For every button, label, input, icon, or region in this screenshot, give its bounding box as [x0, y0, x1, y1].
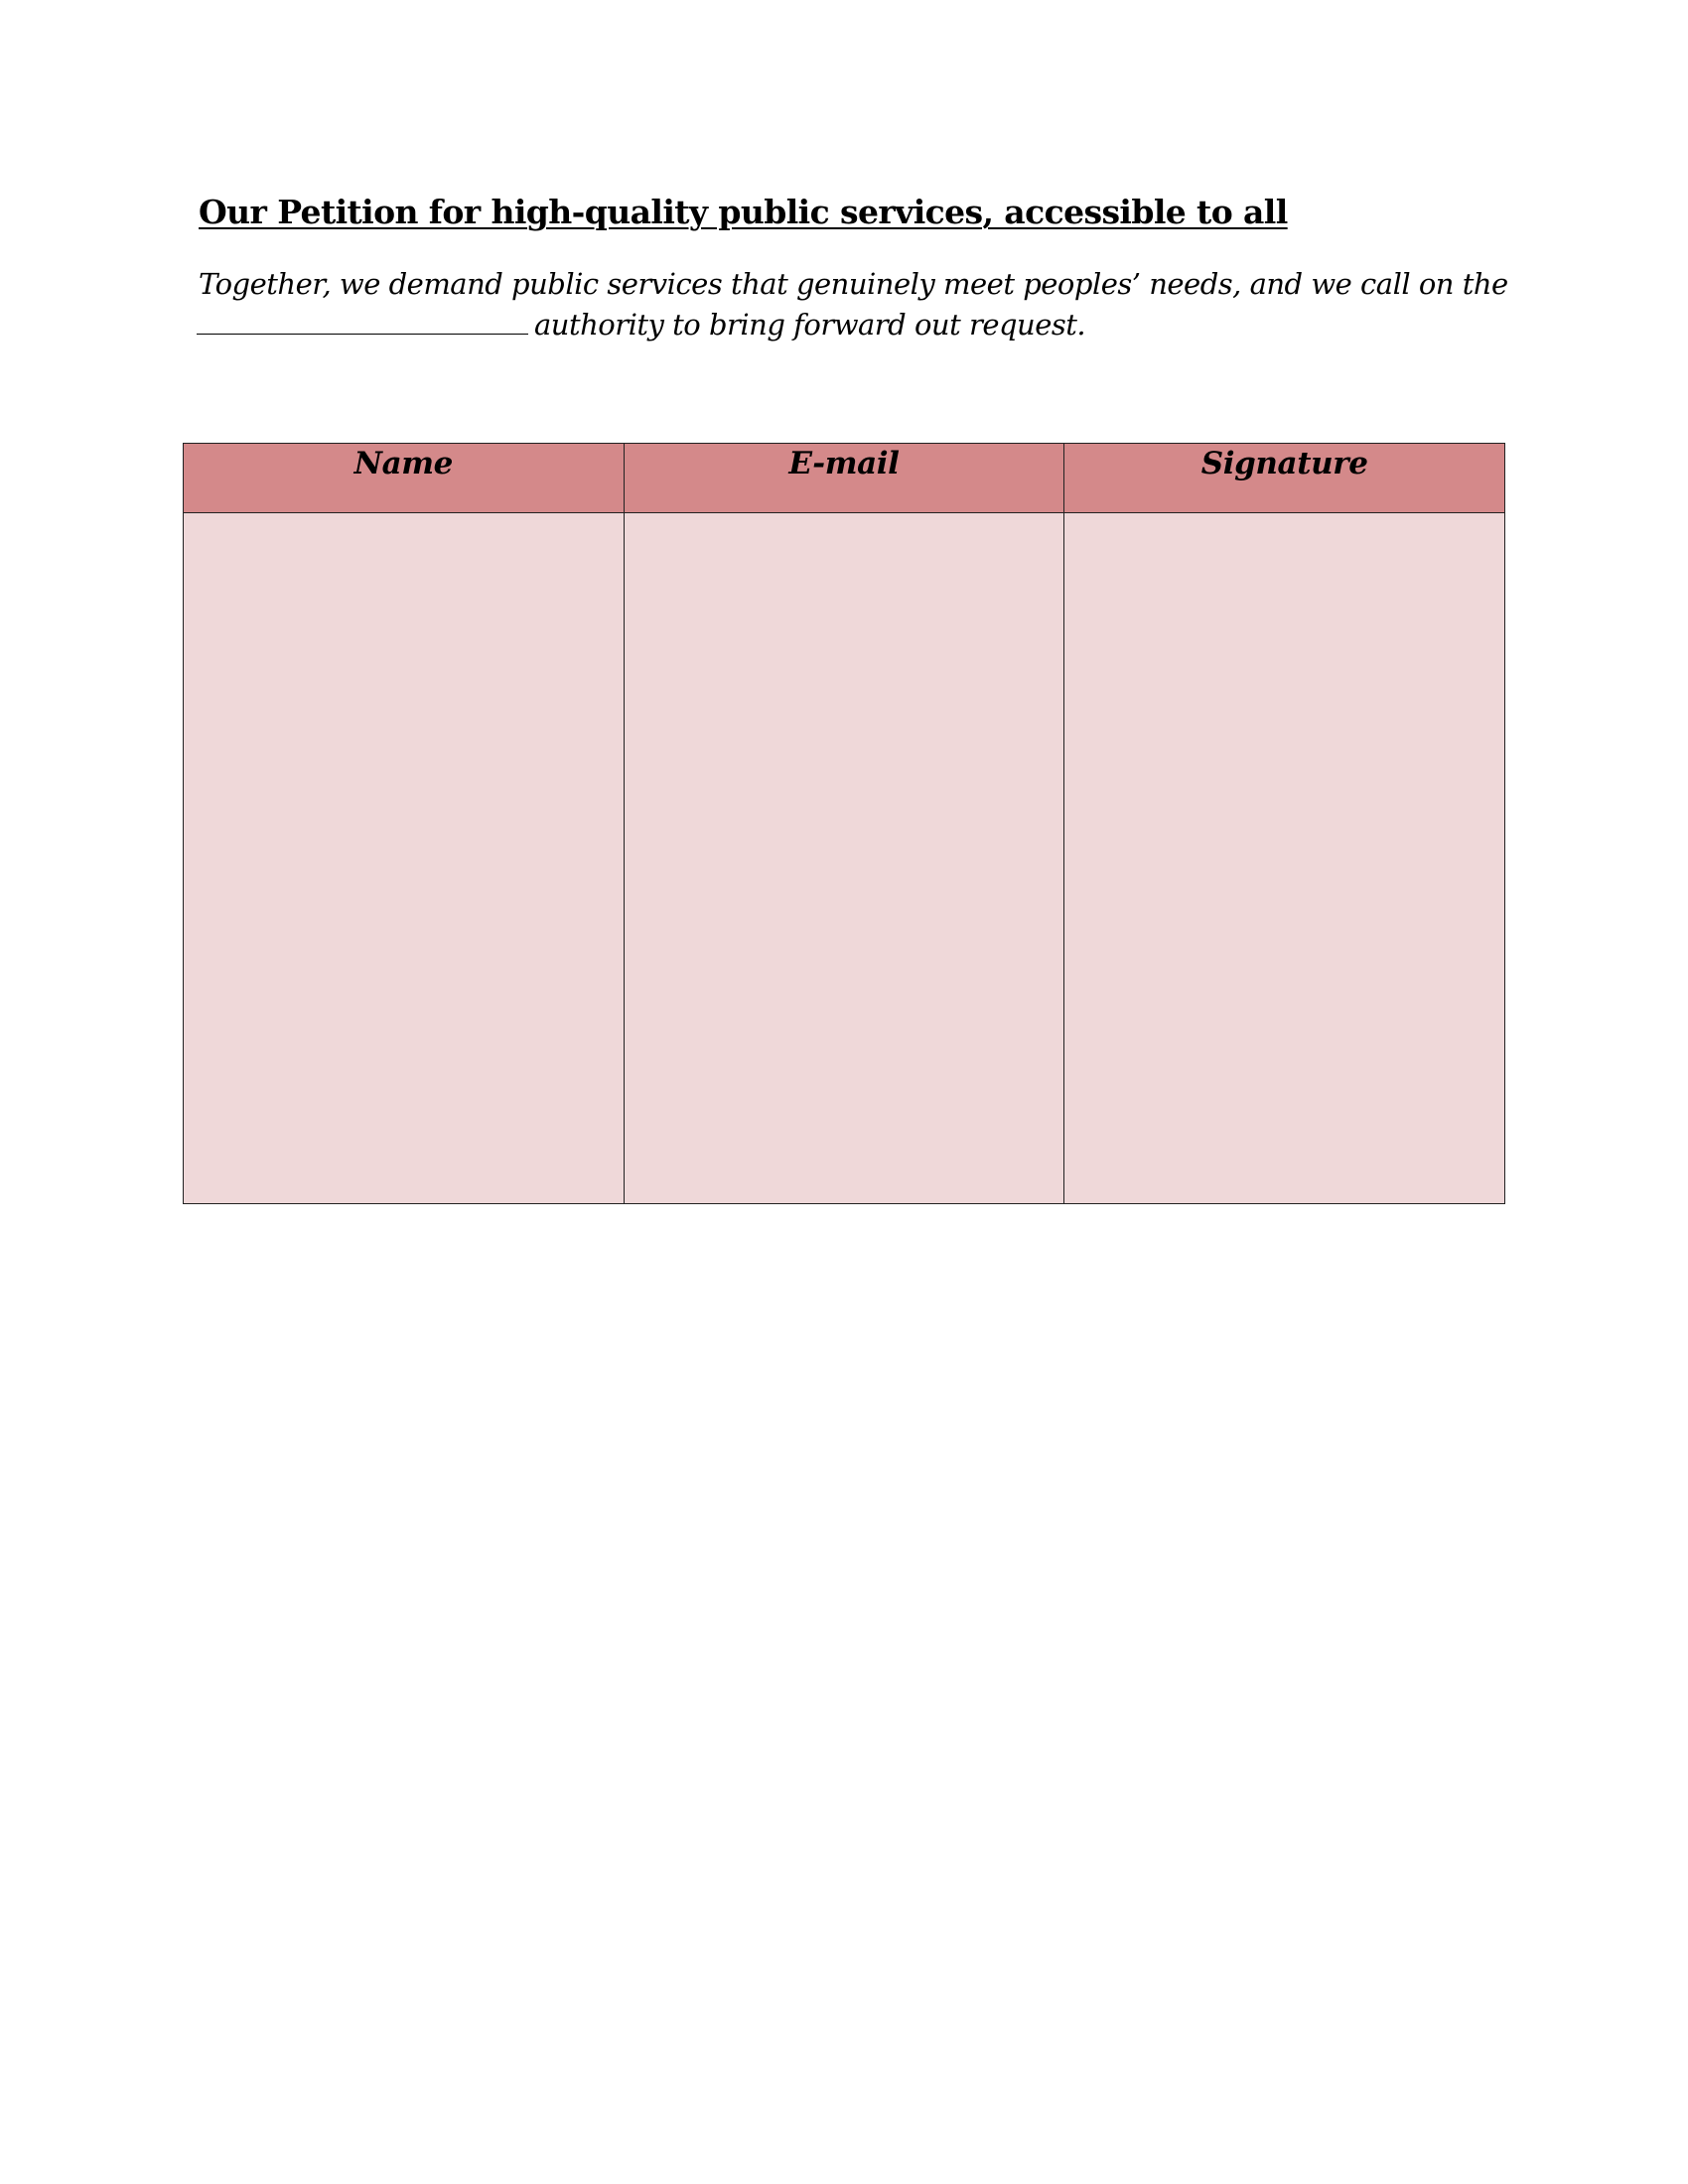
column-header-email: E-mail	[624, 444, 1064, 513]
intro-line-1: Together, we demand public services that genuinely meet peoples’ needs, and we call on the	[199, 267, 1508, 301]
table-header-row	[184, 444, 1505, 513]
signature-table	[183, 443, 1505, 1204]
column-header-signature: Signature	[1064, 444, 1505, 513]
column-header-name: Name	[184, 444, 625, 513]
name-cell[interactable]	[184, 513, 625, 1204]
page-title: Our Petition for high-quality public services, accessible to all	[199, 193, 1288, 231]
petition-intro	[199, 264, 1509, 345]
intro-line-2: authority to bring forward out request.	[534, 308, 1086, 341]
email-cell[interactable]	[624, 513, 1064, 1204]
authority-blank-field[interactable]	[197, 306, 528, 335]
signature-cell[interactable]	[1064, 513, 1505, 1204]
table-row	[184, 513, 1505, 1204]
